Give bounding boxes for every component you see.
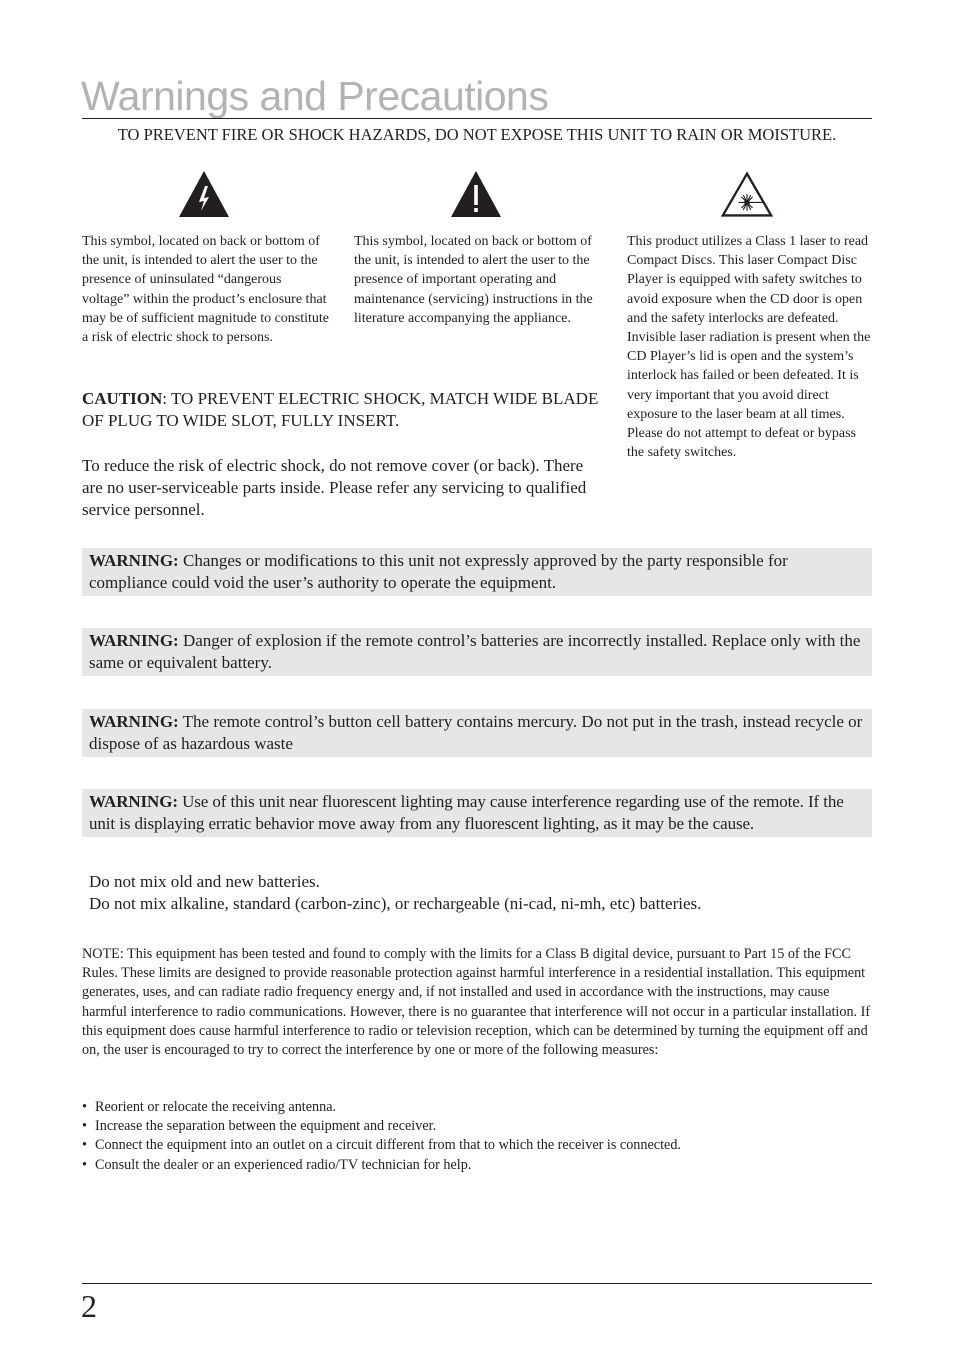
laser-symbol-text: This product utilizes a Class 1 laser to read Compact Discs. This laser Compact Disc Player is equipped with safety switches to avoid exposure when the CD door is open and the safety interlocks are defeated. Invisible laser radiation is present when the CD Player’s lid is open and the system’s interlock has failed or been defeated. It is very important that you avoid direct exposure to the laser beam at all times. Please do not attempt to defeat or bypass the safety switches.	[627, 234, 871, 461]
shock-risk-paragraph: To reduce the risk of electric shock, do not remove cover (or back). There are no user-serviceable parts inside. Please refer any servicing to qualified service personnel.	[82, 456, 587, 519]
footer-divider	[82, 1283, 872, 1284]
list-item: • Increase the separation between the equipment and receiver.	[82, 1117, 681, 1136]
exclamation-symbol-text: This symbol, located on back or bottom of the unit, is intended to alert the user to the presence of important operating and maintenance (servicing) instructions in the literature accompanying the appliance.	[354, 234, 593, 326]
battery-note: Do not mix alkaline, standard (carbon-zinc), or rechargeable (ni-cad, ni-mh, etc) batteries.	[89, 894, 702, 913]
fcc-note: NOTE: This equipment has been tested and found to comply with the limits for a Class B digital device, pursuant to Part 15 of the FCC Rules. These limits are designed to provide reasonable protection against harmful interference in a residential installation. This equipment generates, uses, and can radiate radio frequency energy and, if not installed and used in accordance with the instructions, may cause harmful interference to radio communications. However, there is no guarantee that interference will not occur in a particular installation. If this equipment does cause harmful interference to radio or television reception, which can be determined by turning the equipment off and on, the user is encouraged to try to correct the interference by one or more of the following measures:	[82, 946, 871, 1059]
page-title: Warnings and Precautions	[81, 73, 549, 119]
caution-text: : TO PREVENT ELECTRIC SHOCK, MATCH WIDE BLADE OF PLUG TO WIDE SLOT, FULLY INSERT.	[82, 389, 599, 430]
list-item: • Consult the dealer or an experienced radio/TV technician for help.	[82, 1156, 681, 1175]
caution-paragraph	[82, 388, 602, 432]
warning-label: WARNING:	[89, 792, 178, 811]
lightning-symbol-text: This symbol, located on back or bottom of the unit, is intended to alert the user to the presence of uninsulated “dangerous voltage” within the product’s enclosure that may be of sufficient magnitude to constitute a risk of electric shock to persons.	[82, 234, 330, 346]
laser-radiation-icon	[721, 170, 773, 220]
page-number: 2	[81, 1288, 97, 1324]
warning-label: WARNING:	[89, 551, 179, 570]
interference-measures-list	[82, 1098, 681, 1175]
list-item: • Reorient or relocate the receiving antenna.	[82, 1098, 681, 1117]
warning-box-fluorescent	[82, 789, 872, 837]
warning-label: WARNING:	[89, 712, 179, 731]
battery-notes	[89, 871, 701, 915]
warning-box-explosion	[82, 628, 872, 676]
warning-label: WARNING:	[89, 631, 179, 650]
warning-text: Danger of explosion if the remote control’s batteries are incorrectly installed. Replace only with the same or equivalent battery.	[89, 631, 861, 672]
moisture-headline: TO PREVENT FIRE OR SHOCK HAZARDS, DO NOT EXPOSE THIS UNIT TO RAIN OR MOISTURE.	[117, 125, 837, 144]
lightning-bolt-warning-icon	[178, 170, 230, 220]
warning-box-modifications	[82, 548, 872, 596]
warning-text: The remote control’s button cell battery contains mercury. Do not put in the trash, instead recycle or dispose of as hazardous waste	[89, 712, 863, 753]
warning-text: Use of this unit near fluorescent lighting may cause interference regarding use of the remote. If the unit is displaying erratic behavior move away from any fluorescent lighting, as it may be the cause.	[89, 792, 844, 833]
warning-box-mercury	[82, 709, 872, 757]
title-divider	[82, 118, 872, 119]
warning-text: Changes or modifications to this unit not expressly approved by the party responsible for compliance could void the user’s authority to operate the equipment.	[89, 551, 788, 592]
exclamation-warning-icon	[450, 170, 502, 220]
list-item: • Connect the equipment into an outlet on a circuit different from that to which the receiver is connected.	[82, 1136, 681, 1155]
battery-note: Do not mix old and new batteries.	[89, 872, 320, 891]
caution-label: CAUTION	[82, 389, 163, 408]
